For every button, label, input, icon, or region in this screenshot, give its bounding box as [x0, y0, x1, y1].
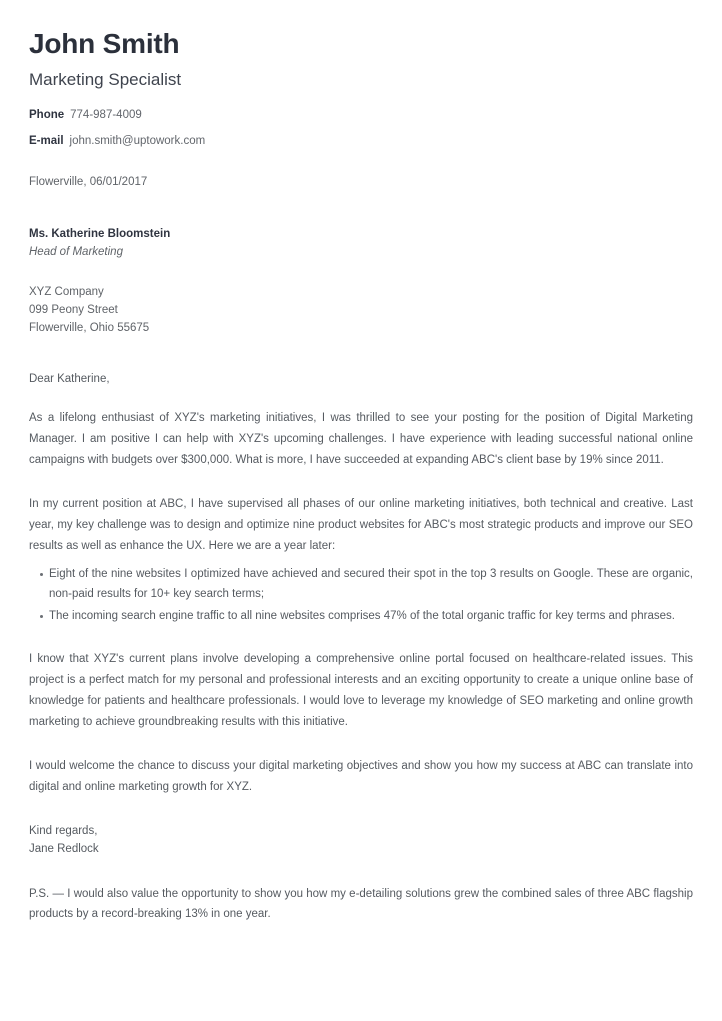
- body-paragraph-3: I know that XYZ's current plans involve developing a comprehensive online portal focused on healthcare-related issues. This project is a perfect match for my personal and professional interests and an exciting opportunity to create a unique online base of knowledge for patients and healthcare professionals. I would love to leverage my knowledge of SEO marketing and online growth marketing to achieve groundbreaking results with this initiative.: [29, 653, 693, 728]
- contact-row-email: [29, 135, 693, 149]
- achievement-bullet-list: [29, 564, 693, 626]
- recipient-title: Head of Marketing: [29, 245, 123, 258]
- address-line-company: XYZ Company: [29, 285, 104, 298]
- contact-label-email: E-mail: [29, 135, 64, 148]
- address-line-city: Flowerville, Ohio 55675: [29, 322, 150, 335]
- list-item: Eight of the nine websites I optimized have achieved and secured their spot in the top 3 results on Google. These are organic, non-paid results for 10+ key search terms;: [29, 564, 693, 605]
- signature-name: Jane Redlock: [29, 843, 99, 856]
- signoff-block: [29, 822, 693, 859]
- letter-body: [29, 373, 693, 925]
- contact-row-phone: [29, 109, 693, 123]
- date-line: Flowerville, 06/01/2017: [29, 176, 148, 189]
- body-paragraph-1: As a lifelong enthusiast of XYZ's marketing initiatives, I was thrilled to see your posting for the position of Digital Marketing Manager. I am positive I can help with XYZ's upcoming challenges. I have experience with leading successful national online campaigns with budgets over $300,000. What is more, I have succeeded at expanding ABC's client base by 19% since 2011.: [29, 412, 693, 467]
- sender-name: John Smith: [29, 28, 180, 59]
- contact-value-email: john.smith@uptowork.com: [69, 135, 206, 148]
- contact-value-phone: 774-987-4009: [70, 108, 142, 121]
- postscript: P.S. — I would also value the opportunity to show you how my e-detailing solutions grew the combined sales of three ABC flagship products by a record-breaking 13% in one year.: [29, 887, 693, 921]
- sender-job-title: Marketing Specialist: [29, 70, 182, 90]
- letter-header: [29, 28, 693, 149]
- contact-label-phone: Phone: [29, 108, 65, 121]
- body-paragraph-2: In my current position at ABC, I have supervised all phases of our online marketing initiatives, both technical and creative. Last year, my key challenge was to design and optimize nine product websites for ABC's most strategic products and improve our SEO results as well as enhance the UX. Here we are a year later:: [29, 498, 693, 552]
- body-paragraph-4: I would welcome the chance to discuss your digital marketing objectives and show you how my success at ABC can translate into digital and online marketing growth for XYZ.: [29, 759, 693, 793]
- address-line-street: 099 Peony Street: [29, 303, 118, 316]
- salutation: Dear Katherine,: [29, 373, 110, 386]
- recipient-address: [29, 283, 693, 337]
- recipient-block: [29, 226, 693, 337]
- closing-phrase: Kind regards,: [29, 824, 98, 837]
- recipient-name: Ms. Katherine Bloomstein: [29, 228, 171, 241]
- list-item: The incoming search engine traffic to all nine websites comprises 47% of the total organic traffic for key terms and phrases.: [29, 606, 693, 626]
